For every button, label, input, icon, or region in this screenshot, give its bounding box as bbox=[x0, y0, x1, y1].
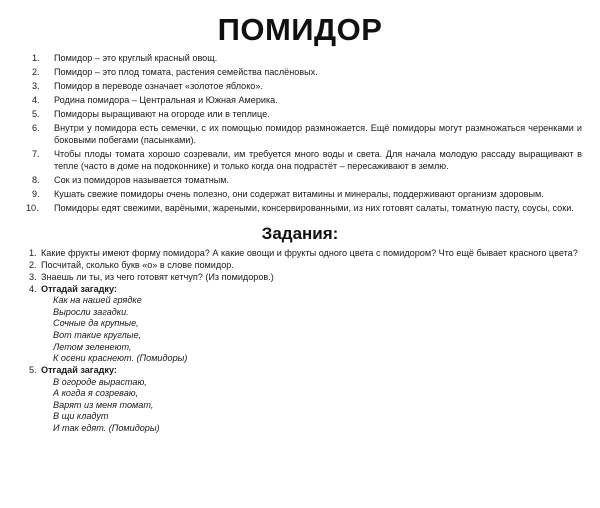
task-item bbox=[18, 248, 582, 259]
riddle-verse bbox=[41, 295, 582, 365]
tasks-heading: Задания: bbox=[261, 224, 339, 244]
fact-item bbox=[18, 175, 582, 187]
riddle-verse-line: Летом зеленеют, bbox=[53, 341, 132, 352]
riddle-item-number: 4. bbox=[29, 283, 37, 294]
riddle-verse bbox=[41, 377, 582, 435]
fact-item-text: Кушать свежие помидоры очень полезно, они содержат витамины и минералы, поддерживают организм здоровым. bbox=[54, 189, 544, 200]
riddle-heading: Отгадай загадку: bbox=[41, 283, 117, 294]
task-item-text: Знаешь ли ты, из чего готовят кетчуп? (Из помидоров.) bbox=[41, 271, 274, 282]
tasks-list bbox=[18, 248, 582, 283]
riddle-verse-line: Сочные да крупные, bbox=[53, 318, 139, 329]
fact-item-text: Сок из помидоров называется томатным. bbox=[54, 175, 230, 186]
riddle-verse-line: Как на нашей грядке bbox=[53, 295, 142, 306]
riddle-verse-line: Выросли загадки. bbox=[53, 306, 129, 317]
fact-item-text: Внутри у помидора есть семечки, с их помощью помидор размножается. Ещё помидоры могут размножаться черенками и боковыми побегами (пасынками). bbox=[54, 123, 582, 146]
fact-item-text: Помидор в переводе означает «золотое яблоко». bbox=[54, 80, 263, 91]
fact-item-number: 9. bbox=[32, 189, 40, 200]
task-item-number: 1. bbox=[29, 248, 37, 259]
task-item-text: Посчитай, сколько букв «о» в слове помидор. bbox=[41, 259, 234, 270]
fact-item bbox=[18, 203, 582, 215]
fact-item-number: 4. bbox=[32, 95, 40, 106]
fact-item-text: Родина помидора – Центральная и Южная Америка. bbox=[54, 95, 278, 106]
riddle-verse-line: В щи кладут bbox=[53, 411, 109, 422]
riddle-verse-line: Варят из меня томат, bbox=[53, 399, 154, 410]
fact-item bbox=[18, 53, 582, 65]
task-item bbox=[18, 260, 582, 271]
task-item-number: 3. bbox=[29, 271, 37, 282]
fact-item bbox=[18, 149, 582, 172]
fact-item-number: 8. bbox=[32, 175, 40, 186]
facts-list bbox=[18, 53, 582, 215]
fact-item bbox=[18, 81, 582, 93]
fact-item-number: 3. bbox=[32, 80, 40, 91]
page-title: ПОМИДОР bbox=[217, 12, 383, 47]
fact-item bbox=[18, 189, 582, 201]
fact-item-text: Помидоры выращивают на огороде или в теплице. bbox=[54, 109, 270, 120]
riddles-list bbox=[18, 284, 582, 435]
riddle-verse-line: А когда я созреваю, bbox=[53, 388, 139, 399]
fact-item-text: Чтобы плоды томата хорошо созревали, им требуется много воды и света. Для начала молодую рассаду выращивают в тепле (часто в доме на подоконнике) и только когда она подрастёт – пересаживают в землю. bbox=[54, 149, 582, 171]
riddle-item bbox=[18, 365, 582, 434]
fact-item-number: 2. bbox=[32, 66, 40, 77]
fact-item-text: Помидор – это круглый красный овощ. bbox=[54, 52, 218, 63]
riddle-heading: Отгадай загадку: bbox=[41, 365, 117, 376]
fact-item bbox=[18, 95, 582, 107]
fact-item-number: 5. bbox=[32, 109, 40, 120]
riddle-item bbox=[18, 284, 582, 365]
fact-item-number: 1. bbox=[32, 52, 40, 63]
riddle-verse-line: И так едят. (Помидоры) bbox=[53, 422, 160, 433]
fact-item bbox=[18, 109, 582, 121]
fact-item-number: 6. bbox=[32, 123, 40, 134]
riddle-verse-line: К осени краснеют. (Помидоры) bbox=[53, 353, 188, 364]
riddle-verse-line: В огороде вырастаю, bbox=[53, 376, 147, 387]
fact-item-number: 7. bbox=[32, 149, 40, 160]
task-item-number: 2. bbox=[29, 259, 37, 270]
riddle-item-number: 5. bbox=[29, 365, 37, 376]
task-item-text: Какие фрукты имеют форму помидора? А какие овощи и фрукты одного цвета с помидором? Что ещё бывает красного цвета? bbox=[41, 248, 578, 259]
fact-item bbox=[18, 67, 582, 79]
fact-item-number: 10. bbox=[26, 203, 39, 214]
task-item bbox=[18, 272, 582, 283]
fact-item bbox=[18, 123, 582, 146]
fact-item-text: Помидоры едят свежими, варёными, жареными, консервированными, из них готовят салаты, томатную пасту, соусы, соки. bbox=[54, 203, 574, 214]
riddle-verse-line: Вот такие круглые, bbox=[53, 329, 142, 340]
fact-item-text: Помидор – это плод томата, растения семейства паслёновых. bbox=[54, 66, 318, 77]
